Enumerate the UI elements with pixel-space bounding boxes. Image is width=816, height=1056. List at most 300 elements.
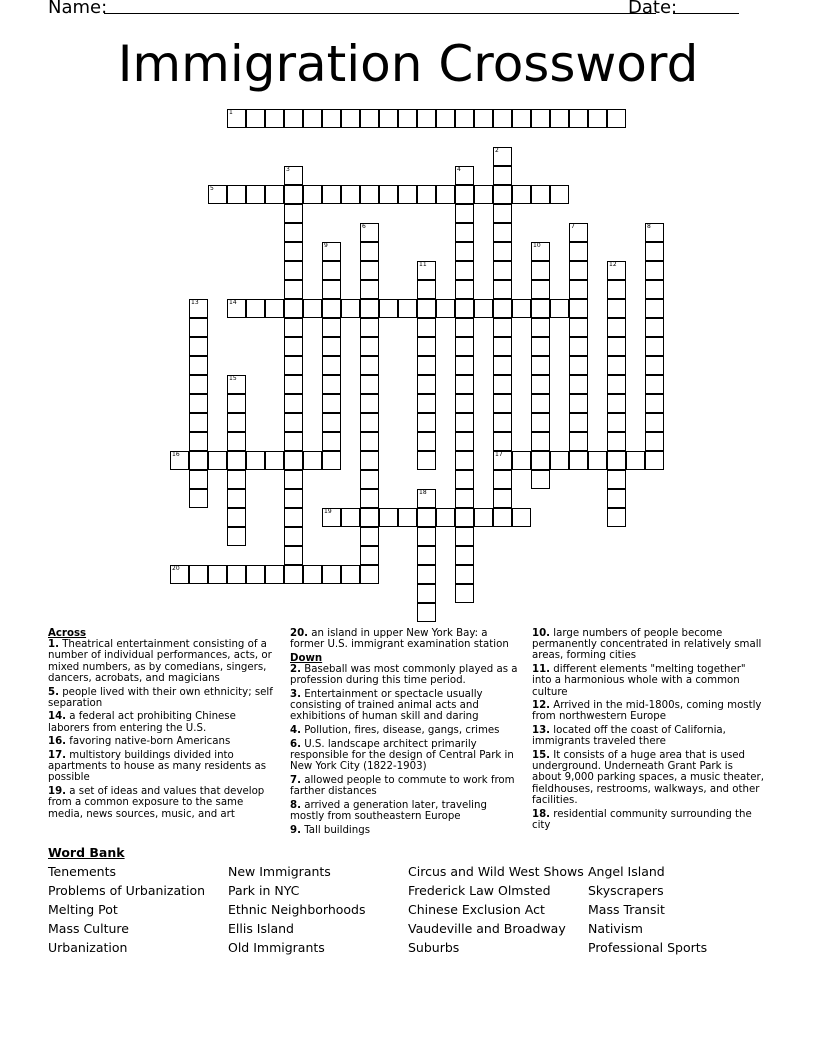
crossword-cell[interactable] <box>360 432 379 451</box>
crossword-cell[interactable] <box>645 280 664 299</box>
crossword-cell[interactable] <box>569 356 588 375</box>
crossword-cell[interactable] <box>493 489 512 508</box>
crossword-cell[interactable] <box>284 242 303 261</box>
crossword-cell[interactable] <box>607 261 626 280</box>
crossword-cell[interactable] <box>284 204 303 223</box>
crossword-cell[interactable] <box>417 584 436 603</box>
crossword-cell[interactable] <box>360 451 379 470</box>
crossword-cell[interactable] <box>645 299 664 318</box>
crossword-cell[interactable] <box>284 508 303 527</box>
clue-number: 3. <box>290 689 301 701</box>
crossword-cell[interactable] <box>417 280 436 299</box>
crossword-cell[interactable] <box>588 109 607 128</box>
crossword-cell[interactable] <box>303 451 322 470</box>
crossword-cell[interactable] <box>284 432 303 451</box>
crossword-cell[interactable] <box>284 261 303 280</box>
crossword-cell[interactable] <box>227 565 246 584</box>
crossword-cell[interactable] <box>493 318 512 337</box>
crossword-cell[interactable] <box>227 527 246 546</box>
crossword-cell[interactable] <box>531 299 550 318</box>
clue-number: 9 <box>324 242 328 249</box>
crossword-cell[interactable] <box>607 299 626 318</box>
crossword-cell[interactable] <box>322 375 341 394</box>
crossword-cell[interactable] <box>360 375 379 394</box>
crossword-cell[interactable] <box>284 223 303 242</box>
crossword-cell[interactable] <box>493 451 512 470</box>
crossword-cell[interactable] <box>284 470 303 489</box>
clue-item <box>532 750 764 806</box>
crossword-cell[interactable] <box>531 185 550 204</box>
crossword-cell[interactable] <box>607 394 626 413</box>
crossword-cell[interactable] <box>455 299 474 318</box>
crossword-cell[interactable] <box>436 185 455 204</box>
crossword-cell[interactable] <box>227 413 246 432</box>
crossword-cell[interactable] <box>417 451 436 470</box>
crossword-cell[interactable] <box>417 527 436 546</box>
clue-item <box>48 736 276 747</box>
crossword-cell[interactable] <box>645 413 664 432</box>
crossword-cell[interactable] <box>284 565 303 584</box>
crossword-cell[interactable] <box>246 565 265 584</box>
crossword-cell[interactable] <box>645 451 664 470</box>
clues-column-2 <box>290 628 520 838</box>
crossword-cell[interactable] <box>550 299 569 318</box>
crossword-cell[interactable] <box>322 318 341 337</box>
crossword-cell[interactable] <box>303 565 322 584</box>
crossword-cell[interactable] <box>455 337 474 356</box>
crossword-cell[interactable] <box>360 527 379 546</box>
crossword-cell[interactable] <box>322 185 341 204</box>
crossword-cell[interactable] <box>493 375 512 394</box>
crossword-cell[interactable] <box>360 280 379 299</box>
crossword-cell[interactable] <box>493 185 512 204</box>
crossword-cell[interactable] <box>265 109 284 128</box>
clue-item <box>532 725 764 747</box>
crossword-cell[interactable] <box>417 413 436 432</box>
crossword-cell[interactable] <box>360 470 379 489</box>
crossword-cell[interactable] <box>493 508 512 527</box>
crossword-cell[interactable] <box>455 242 474 261</box>
crossword-cell[interactable] <box>607 280 626 299</box>
crossword-cell[interactable] <box>417 318 436 337</box>
crossword-cell[interactable] <box>512 109 531 128</box>
word-bank-item: New Immigrants <box>228 864 331 879</box>
crossword-cell[interactable] <box>189 394 208 413</box>
crossword-cell[interactable] <box>455 280 474 299</box>
crossword-cell[interactable] <box>322 280 341 299</box>
crossword-cell[interactable] <box>531 394 550 413</box>
crossword-cell[interactable] <box>189 413 208 432</box>
crossword-cell[interactable] <box>360 356 379 375</box>
clue-item <box>532 664 764 698</box>
crossword-cell[interactable] <box>379 185 398 204</box>
crossword-cell[interactable] <box>398 185 417 204</box>
crossword-cell[interactable] <box>417 394 436 413</box>
crossword-cell[interactable] <box>398 299 417 318</box>
crossword-cell[interactable] <box>284 109 303 128</box>
word-bank-item: Problems of Urbanization <box>48 883 206 898</box>
word-bank-item: Frederick Law Olmsted <box>408 883 551 898</box>
crossword-cell[interactable] <box>607 356 626 375</box>
crossword-cell[interactable] <box>569 280 588 299</box>
crossword-cell[interactable] <box>645 432 664 451</box>
clue-number: 8. <box>290 799 301 811</box>
crossword-cell[interactable] <box>569 337 588 356</box>
crossword-cell[interactable] <box>379 109 398 128</box>
crossword-cell[interactable] <box>341 508 360 527</box>
clue-item <box>532 628 764 662</box>
crossword-cell[interactable] <box>303 109 322 128</box>
crossword-cell[interactable] <box>569 223 588 242</box>
crossword-cell[interactable] <box>284 337 303 356</box>
crossword-cell[interactable] <box>455 584 474 603</box>
crossword-cell[interactable] <box>626 451 645 470</box>
crossword-cell[interactable] <box>360 109 379 128</box>
crossword-cell[interactable] <box>474 299 493 318</box>
crossword-cell[interactable] <box>284 451 303 470</box>
word-bank-item: Urbanization <box>48 940 128 955</box>
crossword-cell[interactable] <box>170 565 189 584</box>
crossword-cell[interactable] <box>208 451 227 470</box>
crossword-cell[interactable] <box>227 470 246 489</box>
crossword-cell[interactable] <box>189 470 208 489</box>
word-bank-item: Skyscrapers <box>588 883 664 898</box>
crossword-cell[interactable] <box>360 261 379 280</box>
crossword-cell[interactable] <box>569 375 588 394</box>
crossword-cell[interactable] <box>531 109 550 128</box>
crossword-cell[interactable] <box>474 508 493 527</box>
crossword-cell[interactable] <box>227 375 246 394</box>
crossword-cell[interactable] <box>417 261 436 280</box>
crossword-cell[interactable] <box>550 109 569 128</box>
crossword-cell[interactable] <box>322 261 341 280</box>
down-clue-list-continued <box>532 628 764 831</box>
crossword-cell[interactable] <box>493 337 512 356</box>
crossword-cell[interactable] <box>322 565 341 584</box>
crossword-cell[interactable] <box>246 109 265 128</box>
crossword-cell[interactable] <box>569 451 588 470</box>
crossword-cell[interactable] <box>607 451 626 470</box>
crossword-cell[interactable] <box>227 489 246 508</box>
crossword-cell[interactable] <box>322 413 341 432</box>
crossword-cell[interactable] <box>341 109 360 128</box>
crossword-cell[interactable] <box>645 375 664 394</box>
clue-item <box>290 664 520 686</box>
crossword-cell[interactable] <box>360 337 379 356</box>
crossword-cell[interactable] <box>189 356 208 375</box>
clue-text: Tall buildings <box>300 824 370 836</box>
crossword-cell[interactable] <box>645 318 664 337</box>
crossword-cell[interactable] <box>607 318 626 337</box>
crossword-cell[interactable] <box>227 109 246 128</box>
crossword-cell[interactable] <box>645 337 664 356</box>
word-bank-item: Professional Sports <box>588 940 708 955</box>
crossword-cell[interactable] <box>531 470 550 489</box>
crossword-cell[interactable] <box>607 508 626 527</box>
clue-number: 9. <box>290 824 301 836</box>
crossword-cell[interactable] <box>512 451 531 470</box>
clue-number: 18 <box>419 489 427 496</box>
crossword-cell[interactable] <box>360 223 379 242</box>
crossword-cell[interactable] <box>322 394 341 413</box>
crossword-cell[interactable] <box>550 451 569 470</box>
crossword-cell[interactable] <box>493 109 512 128</box>
clue-text: favoring native-born Americans <box>66 736 231 748</box>
crossword-cell[interactable] <box>436 109 455 128</box>
crossword-cell[interactable] <box>455 432 474 451</box>
clue-text: arrived a generation later, traveling mostly from southeastern Europe <box>290 799 487 823</box>
crossword-cell[interactable] <box>417 432 436 451</box>
crossword-cell[interactable] <box>265 565 284 584</box>
crossword-cell[interactable] <box>531 356 550 375</box>
crossword-cell[interactable] <box>455 451 474 470</box>
crossword-cell[interactable] <box>265 185 284 204</box>
clue-text: Entertainment or spectacle usually consisting of trained animal acts and exhibitions of human skill and daring <box>290 689 483 723</box>
clue-number: 19 <box>324 508 332 515</box>
crossword-cell[interactable] <box>569 299 588 318</box>
crossword-cell[interactable] <box>417 603 436 622</box>
crossword-cell[interactable] <box>284 546 303 565</box>
crossword-cell[interactable] <box>531 261 550 280</box>
crossword-cell[interactable] <box>417 299 436 318</box>
crossword-cell[interactable] <box>284 185 303 204</box>
crossword-cell[interactable] <box>512 508 531 527</box>
crossword-cell[interactable] <box>284 166 303 185</box>
crossword-cell[interactable] <box>170 451 189 470</box>
crossword-cell[interactable] <box>360 489 379 508</box>
crossword-cell[interactable] <box>493 223 512 242</box>
crossword-cell[interactable] <box>417 337 436 356</box>
crossword-cell[interactable] <box>531 432 550 451</box>
crossword-cell[interactable] <box>455 527 474 546</box>
crossword-cell[interactable] <box>531 337 550 356</box>
crossword-cell[interactable] <box>455 508 474 527</box>
crossword-cell[interactable] <box>436 508 455 527</box>
crossword-cell[interactable] <box>569 413 588 432</box>
crossword-cell[interactable] <box>284 375 303 394</box>
word-bank-title: Word Bank <box>48 845 125 860</box>
clues-column-1 <box>48 628 276 822</box>
crossword-cell[interactable] <box>455 261 474 280</box>
crossword-cell[interactable] <box>455 166 474 185</box>
crossword-cell[interactable] <box>417 546 436 565</box>
crossword-cell[interactable] <box>645 242 664 261</box>
crossword-cell[interactable] <box>531 413 550 432</box>
crossword-cell[interactable] <box>569 261 588 280</box>
crossword-cell[interactable] <box>360 318 379 337</box>
clue-number: 10. <box>532 628 551 639</box>
crossword-cell[interactable] <box>436 299 455 318</box>
crossword-cell[interactable] <box>246 299 265 318</box>
word-bank-column <box>588 862 707 957</box>
date-label: Date: <box>628 0 678 18</box>
crossword-cell[interactable] <box>474 185 493 204</box>
crossword-cell[interactable] <box>569 432 588 451</box>
crossword-cell[interactable] <box>208 565 227 584</box>
crossword-cell[interactable] <box>360 299 379 318</box>
crossword-cell[interactable] <box>607 109 626 128</box>
crossword-cell[interactable] <box>322 337 341 356</box>
crossword-cell[interactable] <box>265 299 284 318</box>
word-bank-item: Tenements <box>48 864 117 879</box>
crossword-cell[interactable] <box>474 109 493 128</box>
crossword-cell[interactable] <box>531 318 550 337</box>
crossword-cell[interactable] <box>265 451 284 470</box>
clue-text: a federal act prohibiting Chinese laborers from entering the U.S. <box>48 711 236 734</box>
crossword-cell[interactable] <box>512 185 531 204</box>
crossword-cell[interactable] <box>303 185 322 204</box>
crossword-cell[interactable] <box>531 375 550 394</box>
crossword-cell[interactable] <box>569 318 588 337</box>
clue-number: 14 <box>229 299 237 306</box>
crossword-cell[interactable] <box>493 432 512 451</box>
crossword-cell[interactable] <box>493 166 512 185</box>
crossword-cell[interactable] <box>607 375 626 394</box>
crossword-cell[interactable] <box>284 413 303 432</box>
crossword-cell[interactable] <box>322 242 341 261</box>
clue-number: 1 <box>229 109 233 116</box>
crossword-cell[interactable] <box>493 470 512 489</box>
crossword-cell[interactable] <box>569 394 588 413</box>
crossword-cell[interactable] <box>398 109 417 128</box>
crossword-cell[interactable] <box>322 109 341 128</box>
crossword-cell[interactable] <box>493 299 512 318</box>
crossword-cell[interactable] <box>645 356 664 375</box>
crossword-cell[interactable] <box>246 451 265 470</box>
crossword-cell[interactable] <box>512 299 531 318</box>
crossword-cell[interactable] <box>493 356 512 375</box>
crossword-cell[interactable] <box>645 223 664 242</box>
crossword-cell[interactable] <box>493 413 512 432</box>
crossword-cell[interactable] <box>322 356 341 375</box>
crossword-cell[interactable] <box>417 489 436 508</box>
crossword-cell[interactable] <box>531 280 550 299</box>
crossword-cell[interactable] <box>455 546 474 565</box>
crossword-cell[interactable] <box>493 204 512 223</box>
clue-text: It consists of a huge area that is used underground. Underneath Grant Park is about 9,000 parking spaces, a music theater, fieldhouses, restrooms, walkways, and other facilities. <box>532 750 764 806</box>
crossword-cell[interactable] <box>455 565 474 584</box>
crossword-cell[interactable] <box>607 489 626 508</box>
crossword-cell[interactable] <box>455 375 474 394</box>
word-bank-item: Suburbs <box>408 940 460 955</box>
crossword-cell[interactable] <box>360 565 379 584</box>
crossword-cell[interactable] <box>227 432 246 451</box>
crossword-cell[interactable] <box>607 337 626 356</box>
crossword-cell[interactable] <box>227 394 246 413</box>
crossword-cell[interactable] <box>189 565 208 584</box>
crossword-cell[interactable] <box>322 508 341 527</box>
crossword-cell[interactable] <box>284 318 303 337</box>
crossword-cell[interactable] <box>227 508 246 527</box>
crossword-cell[interactable] <box>341 185 360 204</box>
clue-number: 15. <box>532 750 551 762</box>
crossword-cell[interactable] <box>607 432 626 451</box>
crossword-cell[interactable] <box>455 185 474 204</box>
crossword-cell[interactable] <box>493 242 512 261</box>
crossword-cell[interactable] <box>360 508 379 527</box>
crossword-cell[interactable] <box>322 299 341 318</box>
clue-number: 5 <box>210 185 214 192</box>
crossword-cell[interactable] <box>284 299 303 318</box>
crossword-cell[interactable] <box>455 470 474 489</box>
crossword-cell[interactable] <box>322 432 341 451</box>
crossword-cell[interactable] <box>531 242 550 261</box>
crossword-cell[interactable] <box>417 356 436 375</box>
clue-number: 18. <box>532 808 551 820</box>
word-bank-column <box>48 862 205 957</box>
clue-number: 4 <box>457 166 461 173</box>
crossword-cell[interactable] <box>455 204 474 223</box>
crossword-cell[interactable] <box>360 394 379 413</box>
crossword-cell[interactable] <box>398 508 417 527</box>
crossword-cell[interactable] <box>284 394 303 413</box>
crossword-cell[interactable] <box>227 451 246 470</box>
crossword-cell[interactable] <box>455 489 474 508</box>
crossword-cell[interactable] <box>189 337 208 356</box>
crossword-cell[interactable] <box>189 432 208 451</box>
crossword-cell[interactable] <box>417 375 436 394</box>
crossword-cell[interactable] <box>569 109 588 128</box>
crossword-cell[interactable] <box>189 318 208 337</box>
crossword-cell[interactable] <box>417 185 436 204</box>
crossword-cell[interactable] <box>455 413 474 432</box>
crossword-cell[interactable] <box>189 375 208 394</box>
crossword-cell[interactable] <box>303 299 322 318</box>
crossword-cell[interactable] <box>322 451 341 470</box>
crossword-cell[interactable] <box>189 489 208 508</box>
crossword-cell[interactable] <box>360 242 379 261</box>
crossword-cell[interactable] <box>493 280 512 299</box>
crossword-cell[interactable] <box>379 508 398 527</box>
crossword-cell[interactable] <box>531 451 550 470</box>
crossword-cell[interactable] <box>569 242 588 261</box>
crossword-cell[interactable] <box>208 185 227 204</box>
crossword-cell[interactable] <box>341 565 360 584</box>
crossword-cell[interactable] <box>455 356 474 375</box>
crossword-cell[interactable] <box>455 223 474 242</box>
crossword-cell[interactable] <box>284 280 303 299</box>
crossword-cell[interactable] <box>455 109 474 128</box>
crossword-cell[interactable] <box>417 109 436 128</box>
crossword-cell[interactable] <box>360 185 379 204</box>
crossword-cell[interactable] <box>607 470 626 489</box>
crossword-cell[interactable] <box>417 508 436 527</box>
crossword-cell[interactable] <box>284 527 303 546</box>
crossword-cell[interactable] <box>645 261 664 280</box>
crossword-cell[interactable] <box>417 565 436 584</box>
crossword-cell[interactable] <box>227 299 246 318</box>
crossword-cell[interactable] <box>360 413 379 432</box>
crossword-cell[interactable] <box>360 546 379 565</box>
crossword-cell[interactable] <box>493 261 512 280</box>
crossword-cell[interactable] <box>284 356 303 375</box>
crossword-cell[interactable] <box>189 451 208 470</box>
crossword-cell[interactable] <box>588 451 607 470</box>
crossword-cell[interactable] <box>607 413 626 432</box>
crossword-cell[interactable] <box>550 185 569 204</box>
crossword-cell[interactable] <box>246 185 265 204</box>
crossword-cell[interactable] <box>341 299 360 318</box>
crossword-cell[interactable] <box>227 185 246 204</box>
crossword-cell[interactable] <box>455 318 474 337</box>
crossword-cell[interactable] <box>645 394 664 413</box>
crossword-cell[interactable] <box>189 299 208 318</box>
crossword-cell[interactable] <box>284 489 303 508</box>
crossword-cell[interactable] <box>493 147 512 166</box>
crossword-cell[interactable] <box>493 394 512 413</box>
crossword-cell[interactable] <box>455 394 474 413</box>
crossword-cell[interactable] <box>379 299 398 318</box>
